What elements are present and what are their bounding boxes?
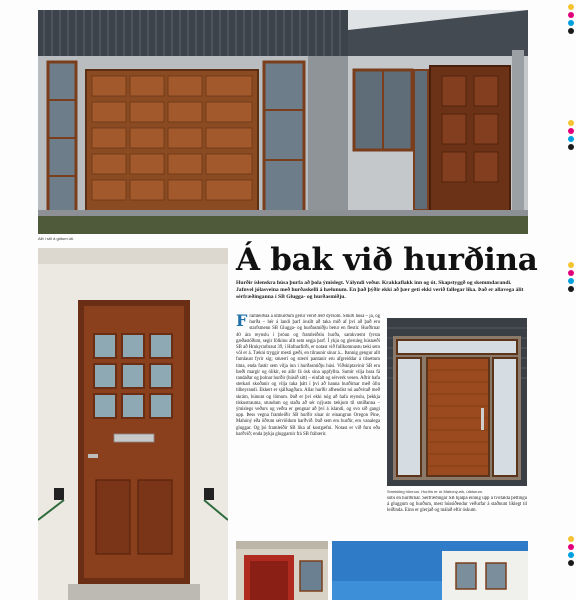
page-title: Á bak við hurðina bbox=[236, 242, 538, 278]
bottom-photo-right-drawing bbox=[332, 541, 528, 600]
print-marks-middle bbox=[568, 120, 574, 152]
print-mark bbox=[568, 4, 574, 10]
print-mark bbox=[568, 262, 574, 268]
modern-door-photo bbox=[387, 318, 527, 486]
top-photo-caption: Allt í stíl á götum úti. bbox=[38, 236, 75, 241]
print-mark bbox=[568, 536, 574, 542]
bottom-photo-left bbox=[236, 541, 328, 600]
article-text-2: sóbi en hurðirnar. Sérfræðingar SB hjálpa einnig upp á tvöfalda þéttingu á gluggum og hurðum, mest hússiðendur veðurfar á staðnum líklegt til leiðinda. Einn er glerjað og málað eftir óskum. bbox=[387, 496, 527, 514]
print-mark bbox=[568, 120, 574, 126]
house-photo-drawing bbox=[38, 10, 528, 234]
print-mark bbox=[568, 28, 574, 34]
drop-cap: F bbox=[236, 314, 248, 330]
print-mark bbox=[568, 560, 574, 566]
print-mark bbox=[568, 12, 574, 18]
door-photo bbox=[38, 248, 228, 600]
print-mark bbox=[568, 278, 574, 284]
print-marks-bottom bbox=[568, 536, 574, 568]
print-mark bbox=[568, 544, 574, 550]
bottom-photo-left-drawing bbox=[236, 541, 328, 600]
print-mark bbox=[568, 552, 574, 558]
bottom-photo-right bbox=[332, 541, 528, 600]
article-lede: Hurðir íslenskra húsa þurfa að þola ýmislegt. Vályndi veður. Krakkaflakk inn og út. Skapstyggð og skemmdarandi. Jafnvel jólasveina með hurðaskelli á hælunum. En það þýðir ekki að þær geti ekki verið fallegar líka. Það er allavega álit sérfræðinganna í SB Glugga- og hurðasmiðju. bbox=[236, 280, 524, 300]
print-mark bbox=[568, 286, 574, 292]
article-column-1 bbox=[236, 314, 380, 546]
print-marks-top bbox=[568, 4, 574, 36]
article-text-1: ramleiðsla a útihurðum gerur verið ærð dyrsom. Smíði húsa – já, og hurða – hér á landi þarf ávallt að taka mið af því að það eru starfsmenn SB Glugga- og hurðasmiðju betur en flestir. Hurðirnar 40 ára reynslu í þróun og framleiðslu hurða, samkvæmt fyrsta gæðastöðum, segir fólkinu allt sem segja þarf. Í ykju og gleruleg húsnæði SB að Hrukyrarbraut 39, í Hafnarfirði, er notast við fullkomnustu tæki sem völ er á. Tækni tryggir mesti gæði, en tilraunir sínar á... Þannig gengur allt fumlaust fyrir sig; smærri og stærri pantanir eru afgreiddar á tilsettum tíma, enda fastir sem vilja inn í hurðasmiðju húsi. Viðskiptavinir SB eru bæði margir og ólíkir, en allir fá ósk sína uppfyllta. Sumir vilja bara fá randaðar og þolnar hurðir (húsið sitt) – einfalt og sérverk vesen. Aðrir hafa sterkari skoðanir og vilja taka þátt í því að hanna hurðirnar með öllu tilheyrandi. Ekkert er sjálfsagðara. Allar hurðir afhendist nú auðvitað með skrám, húnum og lömum. Það er því ekki nóg að hafa reynslu, þekkja tískustrauma, stundum og staða að sér nýjustu tækjum til smíðanna – ýmislegs veðurs og veðra er gengnar að því á íslandi, og svo síð gangi upp. Þess vegna framleiðir SB hurðir sínar úr einangrun Oregon Pine, Mahóný eða öðrum sérvöldum harðvið. Það sem eru hurðir, eru vanalega gluggar. Og þó framleiðir SB líka af kostgæfni. Notast er við furu eða harðvið; enda þykja gluggarnir frá SB frábærir. bbox=[236, 314, 380, 437]
print-mark bbox=[568, 136, 574, 142]
print-mark bbox=[568, 270, 574, 276]
door-photo-drawing bbox=[38, 248, 228, 600]
print-marks-lower bbox=[568, 262, 574, 294]
house-photo bbox=[38, 10, 528, 234]
print-mark bbox=[568, 20, 574, 26]
article-column-2 bbox=[387, 496, 527, 536]
modern-door-drawing bbox=[387, 318, 527, 486]
print-mark bbox=[568, 144, 574, 150]
right-photo-caption: Smekkleg hönnun. Hurðin er úr Mahóný-eik, útidurum. bbox=[387, 489, 484, 494]
print-mark bbox=[568, 128, 574, 134]
